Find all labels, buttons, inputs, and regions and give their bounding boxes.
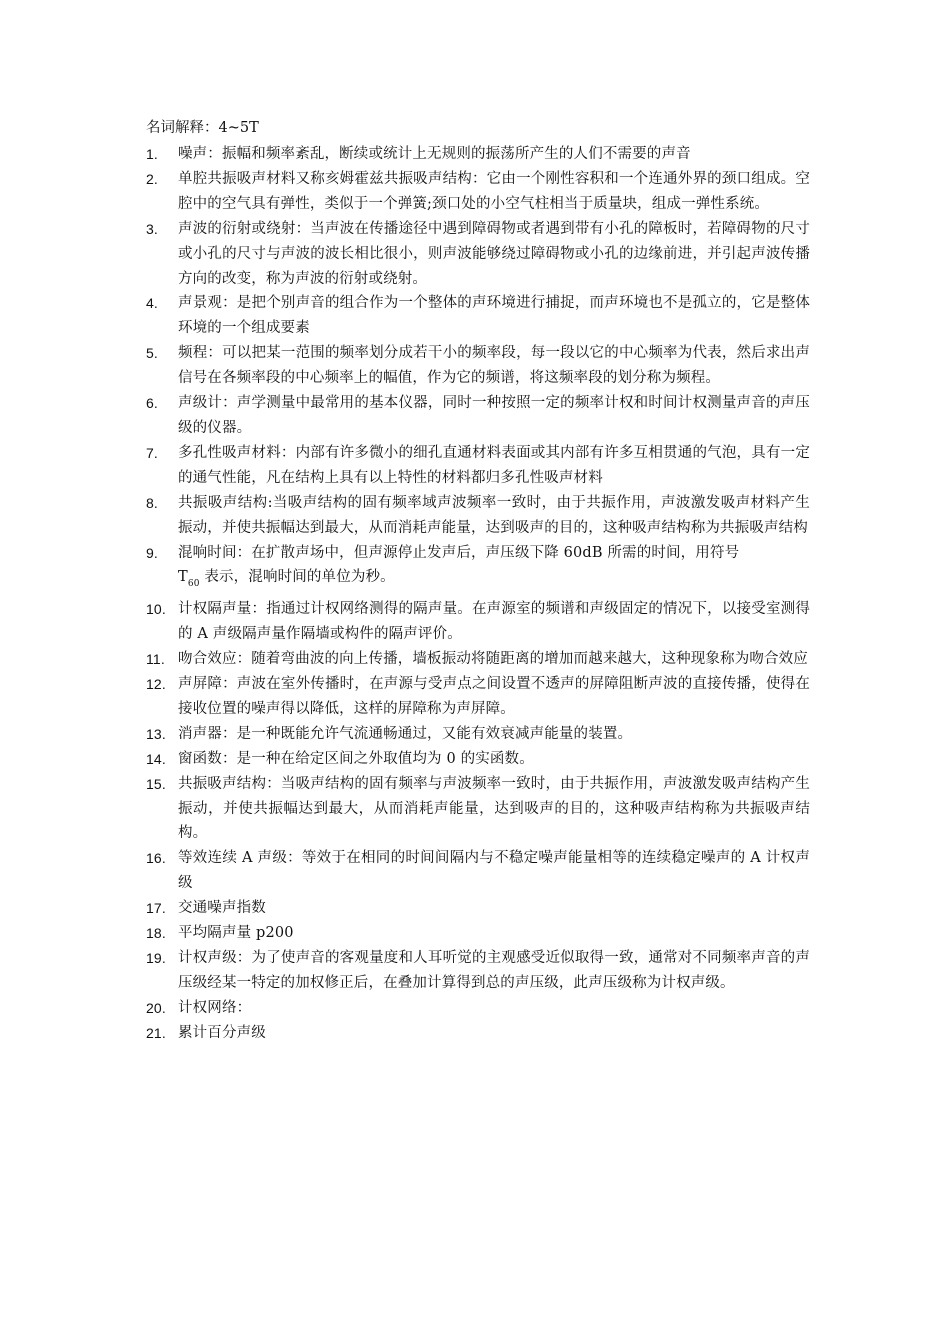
item-number: 21. bbox=[146, 1024, 166, 1041]
list-item bbox=[146, 291, 810, 341]
item-text: 声波的衍射或绕射：当声波在传播途径中遇到障碍物或者遇到带有小孔的障板时，若障碍物的尺寸或小孔的尺寸与声波的波长相比很小，则声波能够绕过障碍物或小孔的边缘前进，并引起声波传播方向的改变，称为声波的衍射或绕射。 bbox=[178, 220, 810, 287]
list-item bbox=[146, 142, 810, 167]
list-item bbox=[146, 946, 810, 996]
list-item bbox=[146, 896, 810, 921]
list-item bbox=[146, 996, 810, 1021]
item-text: 噪声：振幅和频率紊乱，断续或统计上无规则的振荡所产生的人们不需要的声音 bbox=[178, 146, 691, 162]
list-item bbox=[146, 441, 810, 491]
item-number: 2. bbox=[146, 170, 158, 187]
item-text: 计权网络： bbox=[178, 999, 252, 1016]
item-number: 13. bbox=[146, 725, 166, 742]
list-item bbox=[146, 846, 810, 896]
item-text: 计权声级：为了使声音的客观量度和人耳听觉的主观感受近似取得一致，通常对不同频率声音的声压级经某一特定的加权修正后，在叠加计算得到总的声压级，此声压级称为计权声级。 bbox=[178, 950, 810, 991]
list-item bbox=[146, 541, 810, 598]
list-item bbox=[146, 647, 810, 672]
list-item bbox=[146, 747, 810, 772]
symbol-subscript: 60 bbox=[187, 579, 200, 590]
item-text: 消声器：是一种既能允许气流通畅通过，又能有效衰减声能量的装置。 bbox=[178, 725, 633, 742]
item-number: 9. bbox=[146, 544, 158, 561]
item-number: 8. bbox=[146, 494, 158, 511]
item-number: 10. bbox=[146, 601, 166, 618]
list-item bbox=[146, 167, 810, 217]
item-number: 4. bbox=[146, 295, 158, 312]
item-number: 11. bbox=[146, 651, 165, 668]
item-text: 单腔共振吸声材料又称亥姆霍兹共振吸声结构：它由一个刚性容积和一个连通外界的颈口组成。空腔中的空气具有弹性，类似于一个弹簧;颈口处的小空气柱相当于质量块，组成一弹性系统。 bbox=[178, 170, 810, 212]
symbol-t: T bbox=[178, 569, 188, 586]
item-number: 3. bbox=[146, 220, 158, 237]
list-item bbox=[146, 391, 810, 441]
item-text: 频程：可以把某一范围的频率划分成若干小的频率段，每一段以它的中心频率为代表，然后求出声信号在各频率段的中心频率上的幅值，作为它的频谱，将这频率段的划分称为频程。 bbox=[178, 345, 810, 387]
item-text: 交通噪声指数 bbox=[178, 900, 266, 917]
item-text: 多孔性吸声材料：内部有许多微小的细孔直通材料表面或其内部有许多互相贯通的气泡，具有一定的通气性能，凡在结构上具有以上特性的材料都归多孔性吸声材料 bbox=[178, 444, 810, 486]
item-text: 累计百分声级 bbox=[178, 1024, 266, 1041]
item-text: 计权隔声量：指通过计权网络测得的隔声量。在声源室的频谱和声级固定的情况下，以接受室测得的 A 声级隔声量作隔墙或构件的隔声评价。 bbox=[178, 601, 810, 643]
item-text: 声级计：声学测量中最常用的基本仪器，同时一种按照一定的频率计权和时间计权测量声音的声压级的仪器。 bbox=[178, 395, 810, 436]
item-text: 吻合效应：随着弯曲波的向上传播，墙板振动将随距离的增加而越来越大，这种现象称为吻合效应 bbox=[178, 651, 808, 668]
item-number: 14. bbox=[146, 750, 166, 767]
list-item bbox=[146, 597, 810, 647]
list-item bbox=[146, 341, 810, 391]
item-text-tail: 表示，混响时间的单位为秒。 bbox=[199, 569, 395, 586]
list-item bbox=[146, 921, 810, 946]
item-number: 20. bbox=[146, 999, 166, 1016]
item-text: 共振吸声结构:当吸声结构的固有频率域声波频率一致时，由于共振作用，声波激发吸声材料产生振动，并使共振幅达到最大，从而消耗声能量，达到吸声的目的，这种吸声结构称为共振吸声结构 bbox=[178, 494, 810, 536]
list-item bbox=[146, 672, 810, 722]
list-item bbox=[146, 722, 810, 747]
item-number: 1. bbox=[146, 146, 158, 162]
section-heading: 名词解释：4~5T bbox=[146, 120, 259, 136]
item-number: 7. bbox=[146, 444, 158, 461]
list-item bbox=[146, 1021, 810, 1046]
item-text: 等效连续 A 声级：等效于在相同的时间间隔内与不稳定噪声能量相等的连续稳定噪声的 A 计权声级 bbox=[178, 850, 810, 892]
item-text: 窗函数：是一种在给定区间之外取值均为 0 的实函数。 bbox=[178, 750, 534, 767]
term-list bbox=[146, 142, 810, 1046]
list-item bbox=[146, 491, 810, 541]
item-text: 声屏障：声波在室外传播时，在声源与受声点之间设置不透声的屏障阻断声波的直接传播，使得在接收位置的噪声得以降低，这样的屏障称为声屏障。 bbox=[178, 676, 810, 717]
item-number: 15. bbox=[146, 775, 166, 792]
list-item bbox=[146, 217, 810, 292]
item-number: 5. bbox=[146, 345, 158, 362]
item-number: 18. bbox=[146, 925, 166, 942]
item-number: 12. bbox=[146, 676, 166, 693]
list-item bbox=[146, 772, 810, 847]
item-number: 16. bbox=[146, 850, 166, 867]
item-number: 6. bbox=[146, 395, 158, 412]
item-text: 共振吸声结构：当吸声结构的固有频率与声波频率一致时，由于共振作用，声波激发吸声结构产生振动，并使共振幅达到最大，从而消耗声能量，达到吸声的目的，这种吸声结构称为共振吸声结构。 bbox=[178, 775, 810, 842]
item-number: 19. bbox=[146, 950, 166, 966]
item-text: 声景观：是把个别声音的组合作为一个整体的声环境进行捕捉，而声环境也不是孤立的，它是整体环境的一个组成要素 bbox=[178, 295, 810, 337]
item-text: 平均隔声量 p200 bbox=[178, 925, 294, 942]
item-number: 17. bbox=[146, 900, 166, 917]
item-text: 混响时间：在扩散声场中，但声源停止发声后，声压级下降 60dB 所需的时间，用符号 bbox=[178, 544, 740, 561]
